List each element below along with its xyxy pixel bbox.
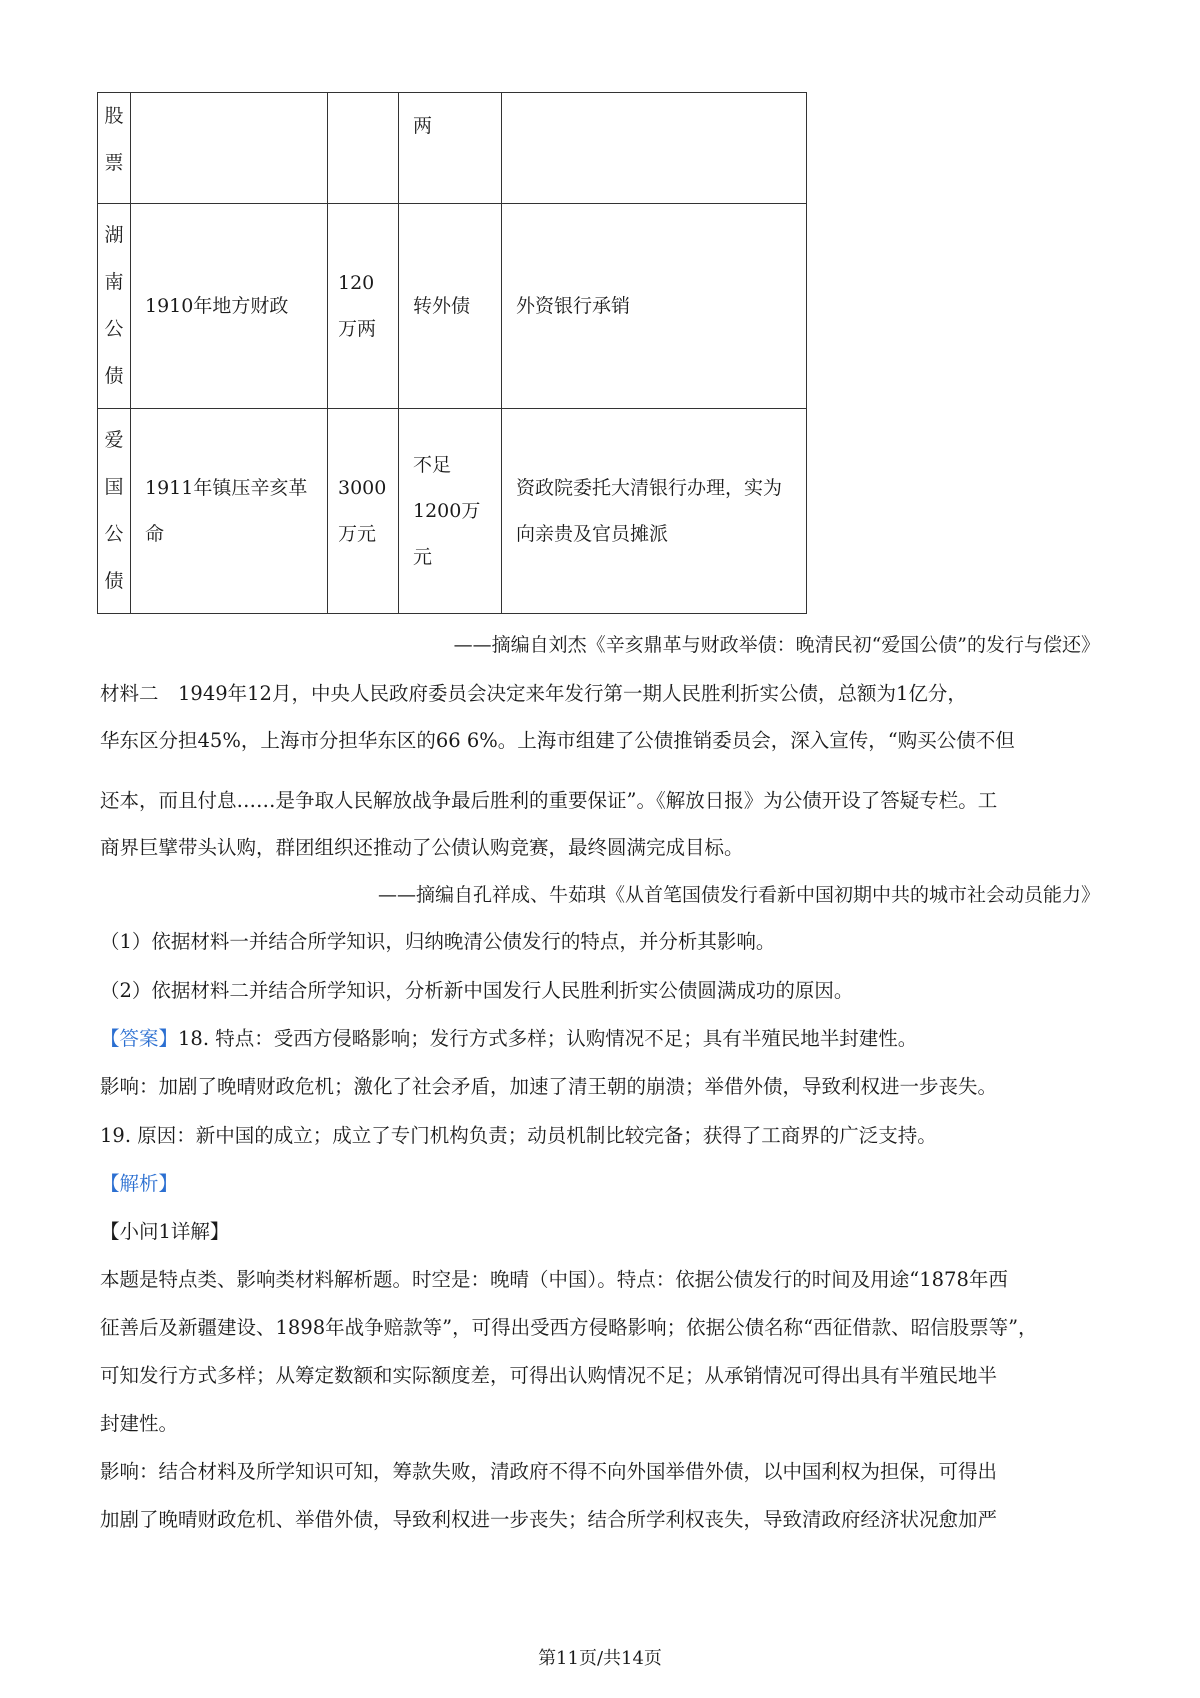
purpose-cell: 1910年地方财政: [131, 204, 328, 409]
source-citation-2: ——摘编自孔祥成、牛茹琪《从首笔国债发行看新中国初期中共的城市社会动员能力》: [377, 884, 1100, 906]
material-two-line: 华东区分担45%，上海市分担华东区的66 6%。上海市组建了公债推销委员会，深入宣传，“购买公债不但: [100, 729, 1015, 752]
actual-cell: 转外债: [399, 204, 502, 409]
source-citation-1: ——摘编自刘杰《辛亥鼎革与财政举债：晚清民初“爱国公债”的发行与偿还》: [453, 634, 1100, 656]
question-2: （2）依据材料二并结合所学知识，分析新中国发行人民胜利折实公债圆满成功的原因。: [100, 979, 854, 1002]
purpose-cell: 1911年镇压辛亥革命: [131, 409, 328, 614]
planned-text: [338, 93, 388, 103]
question-1: （1）依据材料一并结合所学知识，归纳晚清公债发行的特点，并分析其影响。: [100, 930, 776, 953]
name-char: 公: [104, 523, 124, 545]
actual-text: 两: [413, 115, 433, 137]
bond-name-cell: [98, 204, 131, 409]
name-char: 湖: [104, 224, 124, 246]
table-row: [98, 409, 807, 614]
table-row: [98, 93, 807, 204]
note-text: [516, 93, 792, 103]
bond-name-cell: [98, 409, 131, 614]
sub-question-label: 【小问1详解】: [100, 1220, 230, 1243]
detail-line: 影响：结合材料及所学知识可知，筹款失败，清政府不得不向外国举借外债，以中国利权为担保，可得出: [100, 1460, 998, 1483]
note-cell: 外资银行承销: [502, 204, 807, 409]
answer-label: 【答案】: [100, 1027, 179, 1050]
table-row: [98, 204, 807, 409]
material-two-line: 还本，而且付息……是争取人民解放战争最后胜利的重要保证”。《解放日报》为公债开设了答疑专栏。工: [100, 789, 998, 812]
actual-cell: 不足1200万元: [399, 409, 502, 614]
page-number: 第11页/共14页: [538, 1648, 662, 1669]
purpose-text: [145, 93, 313, 103]
planned-cell: 120万两: [328, 204, 399, 409]
name-char: 爱: [104, 429, 124, 451]
answer-line-2: 影响：加剧了晚晴财政危机；激化了社会矛盾，加速了清王朝的崩溃；举借外债，导致利权进一步丧失。: [100, 1075, 998, 1098]
name-char: 南: [104, 271, 124, 293]
planned-cell: [328, 93, 399, 204]
answer-text: 18. 特点：受西方侵略影响；发行方式多样；认购情况不足；具有半殖民地半封建性。: [178, 1027, 918, 1050]
name-char: 债: [104, 365, 124, 387]
analysis-label: 【解析】: [100, 1172, 179, 1195]
detail-line: 封建性。: [100, 1412, 179, 1435]
detail-line: 征善后及新疆建设、1898年战争赔款等”，可得出受西方侵略影响；依据公债名称“西征借款、昭信股票等”，: [100, 1316, 1038, 1339]
bond-table: [97, 92, 807, 614]
answer-line-3: 19. 原因：新中国的成立；成立了专门机构负责；动员机制比较完备；获得了工商界的广泛支持。: [100, 1124, 937, 1147]
note-cell: 资政院委托大清银行办理，实为向亲贵及官员摊派: [502, 409, 807, 614]
planned-cell: 3000万元: [328, 409, 399, 614]
name-char: 股: [104, 105, 124, 127]
material-two-line: 商界巨擘带头认购，群团组织还推动了公债认购竞赛，最终圆满完成目标。: [100, 836, 744, 859]
name-char: 国: [104, 476, 124, 498]
detail-line: 本题是特点类、影响类材料解析题。时空是：晚晴（中国）。特点：依据公债发行的时间及用途“1878年西: [100, 1268, 1008, 1291]
answer-line-1: [100, 1023, 1100, 1051]
actual-cell: [399, 93, 502, 204]
name-char: 公: [104, 318, 124, 340]
name-char: 票: [104, 152, 124, 174]
note-cell: [502, 93, 807, 204]
bond-name-cell: [98, 93, 131, 204]
detail-line: 加剧了晚晴财政危机、举借外债，导致利权进一步丧失；结合所学利权丧失，导致清政府经济状况愈加严: [100, 1508, 998, 1531]
purpose-cell: [131, 93, 328, 204]
name-char: 债: [104, 570, 124, 592]
detail-line: 可知发行方式多样；从筹定数额和实际额度差，可得出认购情况不足；从承销情况可得出具有半殖民地半: [100, 1364, 998, 1387]
material-two-line: 材料二 1949年12月，中央人民政府委员会决定来年发行第一期人民胜利折实公债，总额为1亿分，: [100, 682, 967, 705]
